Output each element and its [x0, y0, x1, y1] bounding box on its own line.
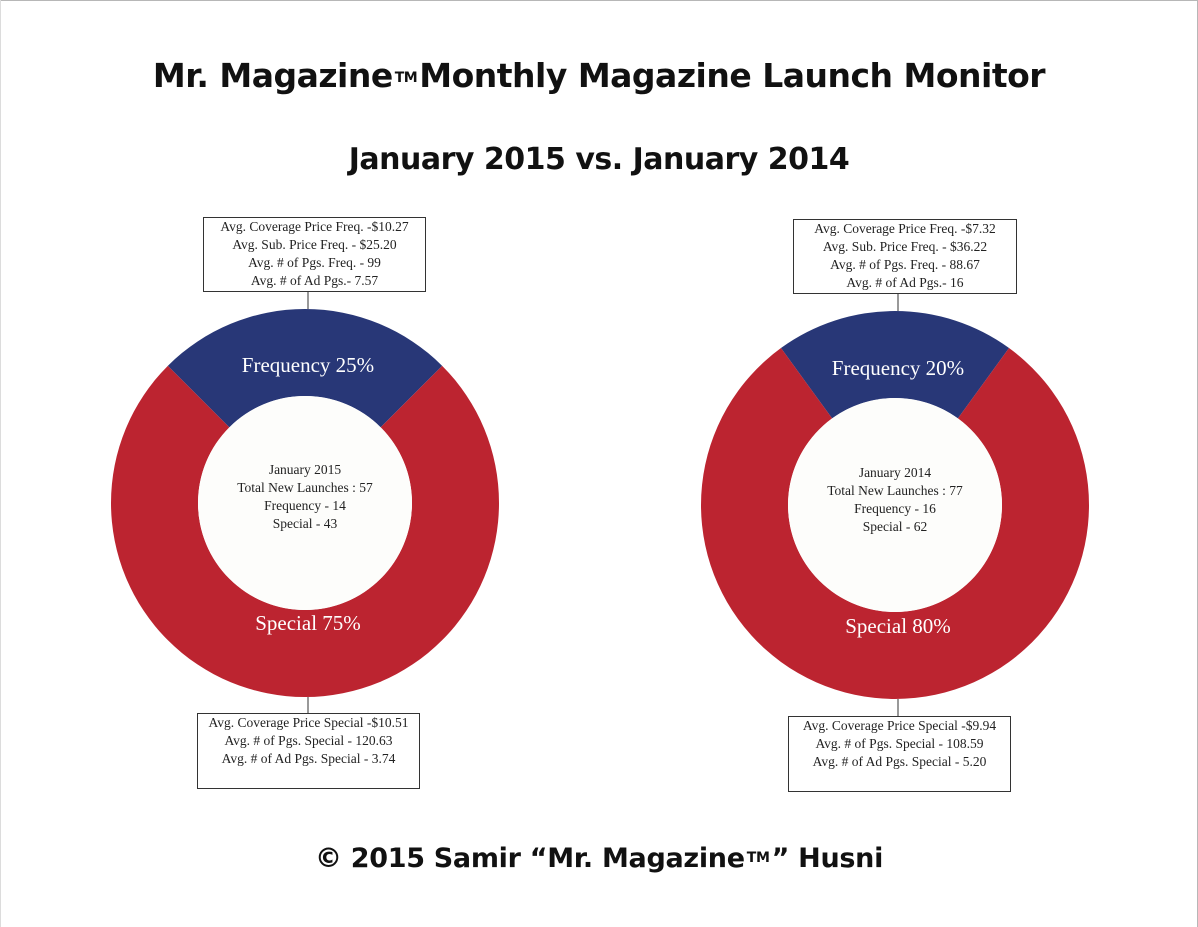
- copyright-footer: [0, 843, 1198, 874]
- title-post: Monthly Magazine Launch Monitor: [419, 56, 1046, 95]
- stat-line: Avg. Coverage Price Special -$10.51: [208, 715, 409, 730]
- slice-label-frequency: Frequency 25%: [241, 353, 375, 377]
- stat-line: Avg. Coverage Price Freq. -$10.27: [220, 219, 409, 234]
- stat-line: Avg. # of Pgs. Special - 108.59: [815, 736, 984, 751]
- trademark-mark: TM: [746, 850, 770, 867]
- center-label: January 2015: [268, 462, 342, 477]
- center-label: Special - 43: [272, 516, 338, 531]
- slice-label-special: Special 75%: [255, 611, 361, 635]
- center-label: Special - 62: [862, 519, 928, 534]
- stat-line: Avg. Coverage Price Freq. -$7.32: [814, 221, 996, 236]
- special-stats-box-2014: [788, 716, 1011, 792]
- frequency-stats-box-2015: [203, 217, 426, 292]
- footer-post: ” Husni: [771, 843, 884, 874]
- stat-line: Avg. # of Ad Pgs. Special - 3.74: [221, 751, 396, 766]
- stat-line: Avg. # of Ad Pgs.- 7.57: [250, 273, 379, 288]
- footer-pre: © 2015 Samir “Mr. Magazine: [314, 843, 745, 874]
- center-label: Frequency - 16: [854, 501, 936, 516]
- trademark-mark: TM: [394, 70, 418, 87]
- center-label: Total New Launches : 77: [827, 483, 963, 498]
- special-stats-box-2015: [197, 713, 420, 789]
- slice-label-frequency: Frequency 20%: [831, 356, 965, 380]
- page-subtitle: January 2015 vs. January 2014: [348, 142, 850, 177]
- slice-label-special: Special 80%: [845, 614, 951, 638]
- stat-line: Avg. Sub. Price Freq. - $36.22: [822, 239, 988, 254]
- center-label: Frequency - 14: [264, 498, 346, 513]
- stat-line: Avg. # of Pgs. Special - 120.63: [224, 733, 393, 748]
- stat-line: Avg. # of Ad Pgs.- 16: [846, 275, 964, 290]
- center-label: January 2014: [858, 465, 932, 480]
- center-label: Total New Launches : 57: [237, 480, 373, 495]
- stat-line: Avg. Coverage Price Special -$9.94: [802, 718, 997, 733]
- stat-line: Avg. Sub. Price Freq. - $25.20: [232, 237, 397, 252]
- stat-line: Avg. # of Pgs. Freq. - 99: [248, 255, 381, 270]
- title-pre: Mr. Magazine: [152, 56, 393, 95]
- stat-line: Avg. # of Ad Pgs. Special - 5.20: [812, 754, 987, 769]
- stat-line: Avg. # of Pgs. Freq. - 88.67: [830, 257, 980, 272]
- frequency-stats-box-2014: [793, 219, 1017, 294]
